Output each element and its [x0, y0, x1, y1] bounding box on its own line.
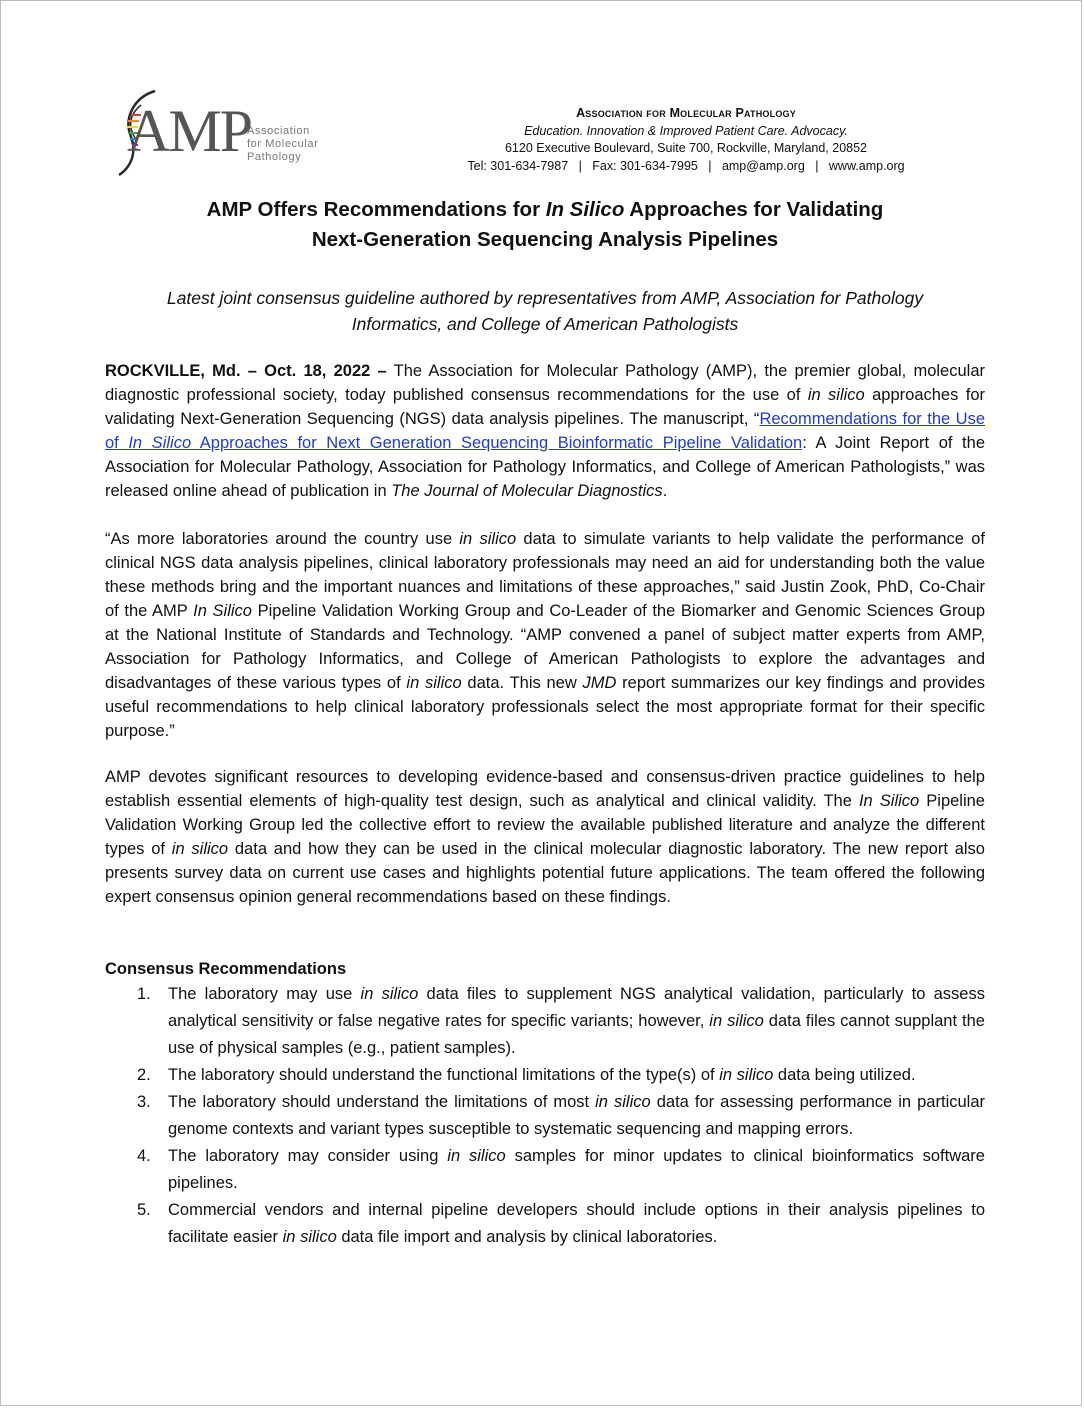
manuscript-link[interactable]: Recommendations for the Use of In Silico Approaches for Next Generation Sequencing Bioinformatic Pipeline Validation [105, 410, 986, 452]
list-item: 1. The laboratory may use in silico data files to supplement NGS analytical validation, particularly to assess analytical sensitivity or false negative rates for specific variants; however, in silico data files cannot supplant the use of physical samples (e.g., patient samples). [137, 985, 985, 1057]
list-item: 4. The laboratory may consider using in silico samples for minor updates to clinical bioinformatics software pipelines. [137, 1147, 985, 1192]
letterhead-org: Association for Molecular Pathology [576, 106, 796, 120]
paragraph-quote: “As more laboratories around the country use in silico data to simulate variants to help validate the performance of clinical NGS data analysis pipelines, clinical laboratory professionals may need an aid for understanding both the value these methods bring and the important nuances and limitations of these approaches,” said Justin Zook, PhD, Co-Chair of the AMP In Silico Pipeline Validation Working Group and Co-Leader of the Biomarker and Genomic Sciences Group at the National Institute of Standards and Technology. “AMP convened a panel of subject matter experts from AMP, Association for Pathology Informatics, and College of American Pathologists to explore the advantages and disadvantages of these various types of in silico data. This new JMD report summarizes our key findings and provides useful recommendations to help clinical laboratory professionals select the most appropriate format for their specific purpose.” [105, 530, 985, 740]
list-item: 3. The laboratory should understand the limitations of most in silico data for assessing performance in particular genome contexts and variant types susceptible to systematic sequencing and mapping errors. [137, 1093, 985, 1138]
list-item: 5. Commercial vendors and internal pipeline developers should include options in their analysis pipelines to facilitate easier in silico data file import and analysis by clinical laboratories. [137, 1201, 985, 1246]
letterhead [441, 105, 931, 175]
recommendations-heading: Consensus Recommendations [105, 960, 347, 978]
list-item: 2. The laboratory should understand the functional limitations of the type(s) of in silico data being utilized. [137, 1066, 916, 1084]
press-release-subtitle: Latest joint consensus guideline authored by representatives from AMP, Association for Pathology Informatics, and College of American Pathologists [166, 288, 924, 334]
logo-association-text: Association for Molecular Pathology [247, 125, 319, 163]
paragraph-intro: ROCKVILLE, Md. – Oct. 18, 2022 – The Association for Molecular Pathology (AMP), the premier global, molecular diagnostic professional society, today published consensus recommendations for the use of in silico approaches for validating Next-Generation Sequencing (NGS) data analysis pipelines. The manuscript, “Recommendations for the Use of In Silico Approaches for Next Generation Sequencing Bioinformatic Pipeline Validation: A Joint Report of the Association for Molecular Pathology, Association for Pathology Informatics, and College of American Pathologists,” was released online ahead of publication in The Journal of Molecular Diagnostics. [105, 362, 986, 500]
letterhead-contact: Tel: 301-634-7987 | Fax: 301-634-7995 | amp@amp.org | www.amp.org [467, 158, 905, 173]
letterhead-tagline: Education. Innovation & Improved Patient Care. Advocacy. [524, 123, 848, 138]
letterhead-address: 6120 Executive Boulevard, Suite 700, Rockville, Maryland, 20852 [504, 141, 868, 155]
paragraph-resources: AMP devotes significant resources to developing evidence-based and consensus-driven practice guidelines to help establish essential elements of high-quality test design, such as analytical and clinical validity. The In Silico Pipeline Validation Working Group led the collective effort to review the available published literature and analyze the different types of in silico data and how they can be used in the clinical molecular diagnostic laboratory. The new report also presents survey data on current use cases and highlights potential future applications. The team offered the following expert consensus opinion general recommendations based on these findings. [105, 768, 985, 906]
logo-wordmark: AMP [127, 98, 252, 164]
amp-logo [101, 87, 351, 179]
recommendations-list [105, 981, 985, 1251]
press-release-title: AMP Offers Recommendations for In Silico Approaches for Validating Next-Generation Sequencing Analysis Pipelines [206, 198, 884, 251]
dateline: ROCKVILLE, Md. – Oct. 18, 2022 – [105, 362, 387, 380]
